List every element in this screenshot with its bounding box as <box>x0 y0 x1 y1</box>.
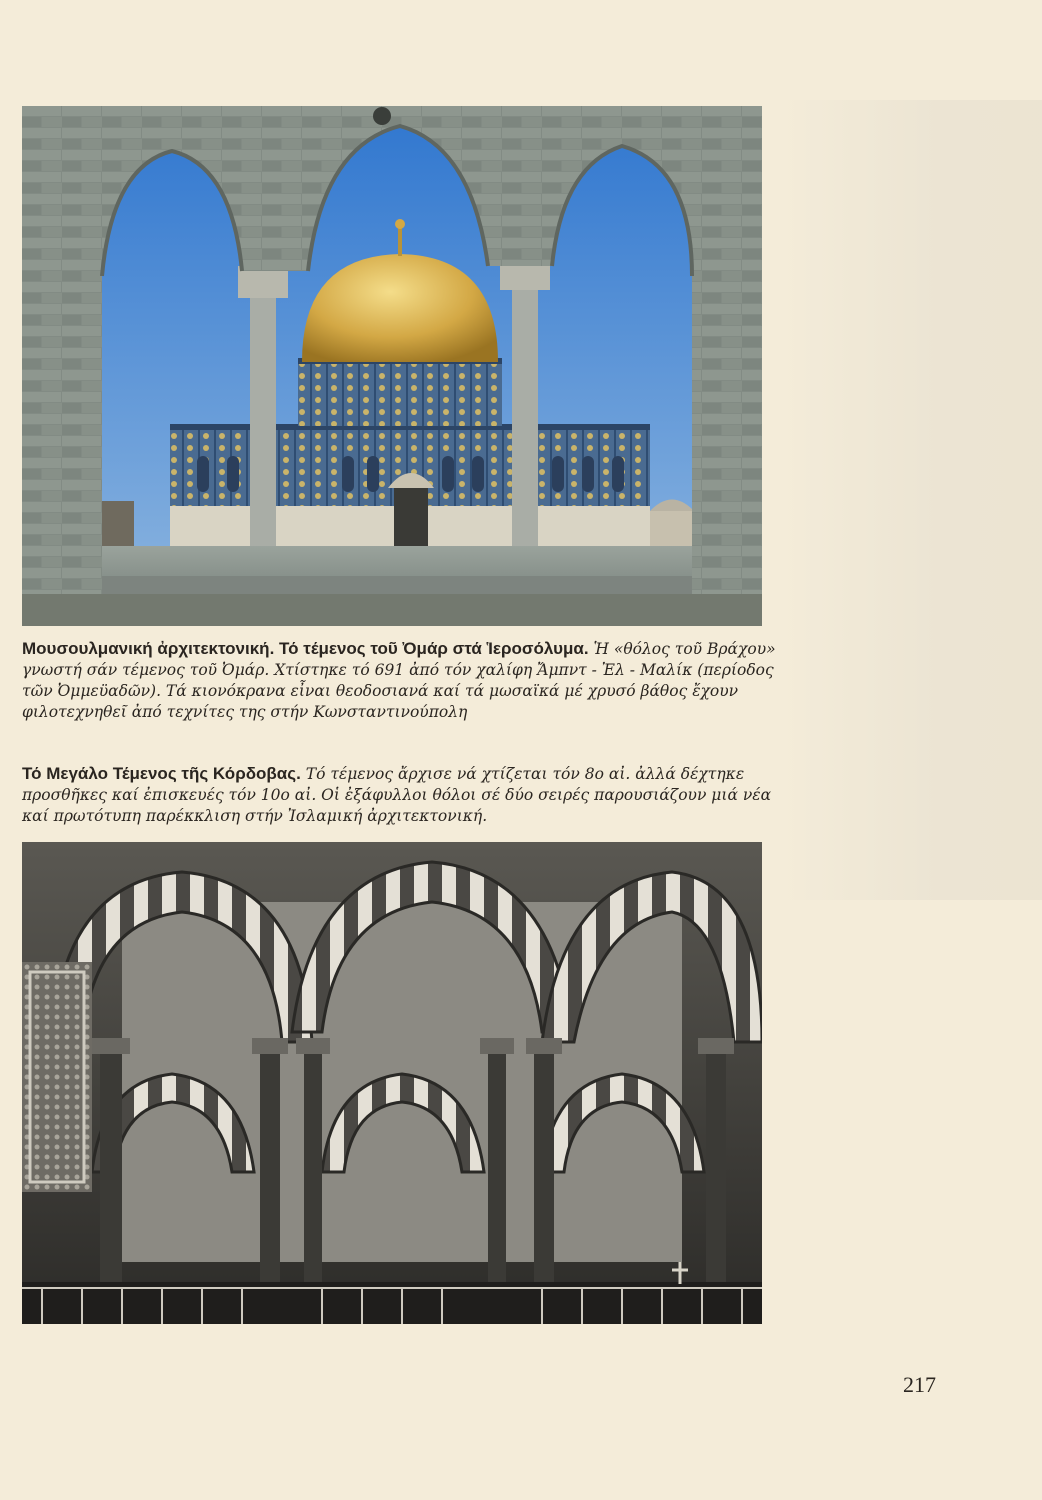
dome-of-the-rock-illustration <box>22 106 762 626</box>
caption-dome-of-the-rock <box>22 638 782 723</box>
cordoba-arches-illustration <box>22 842 762 1324</box>
cordoba-mosque-photo <box>22 842 762 1324</box>
page-number: 217 <box>903 1372 936 1397</box>
dome-of-the-rock-photo <box>22 106 762 626</box>
caption-body: Ἡ «θόλος τοῦ Βράχου» γνωστή σάν τέμενος τοῦ Ὀμάρ. Χτίστηκε τό 691 ἀπό τόν χαλίφη Ἄμπντ - Ἐλ - Μαλίκ (περίοδος τῶν Ὀμμεϋαδῶν). Τά κιονόκρανα εἶναι θεοδοσιανά καί τά μωσαϊκά μέ χρυσό βάθος ἔχουν φιλοτεχνηθεῖ ἀπό τεχνίτες της στήν Κωνσταντινούπολη <box>22 640 776 721</box>
caption-title: Τό Μεγάλο Τέμενος τῆς Κόρδοβας. <box>22 764 301 783</box>
caption-title: Μουσουλμανική ἀρχιτεκτονική. Τό τέμενος τοῦ Ὀμάρ στά Ἱεροσόλυμα. <box>22 639 589 658</box>
caption-cordoba <box>22 763 782 827</box>
show-through-shadow <box>780 100 1042 900</box>
caption-body: Τό τέμενος ἄρχισε νά χτίζεται τόν 8ο αἰ. ἀλλά δέχτηκε προσθῆκες καί ἐπισκευές τόν 10ο αἰ. Οἱ ἐξάφυλλοι θόλοι σέ δύο σειρές παρουσιάζουν μιά νέα καί πρωτότυπη παρέκκλιση στήν Ἰσλαμική ἀρχιτεκτονική. <box>22 765 772 825</box>
